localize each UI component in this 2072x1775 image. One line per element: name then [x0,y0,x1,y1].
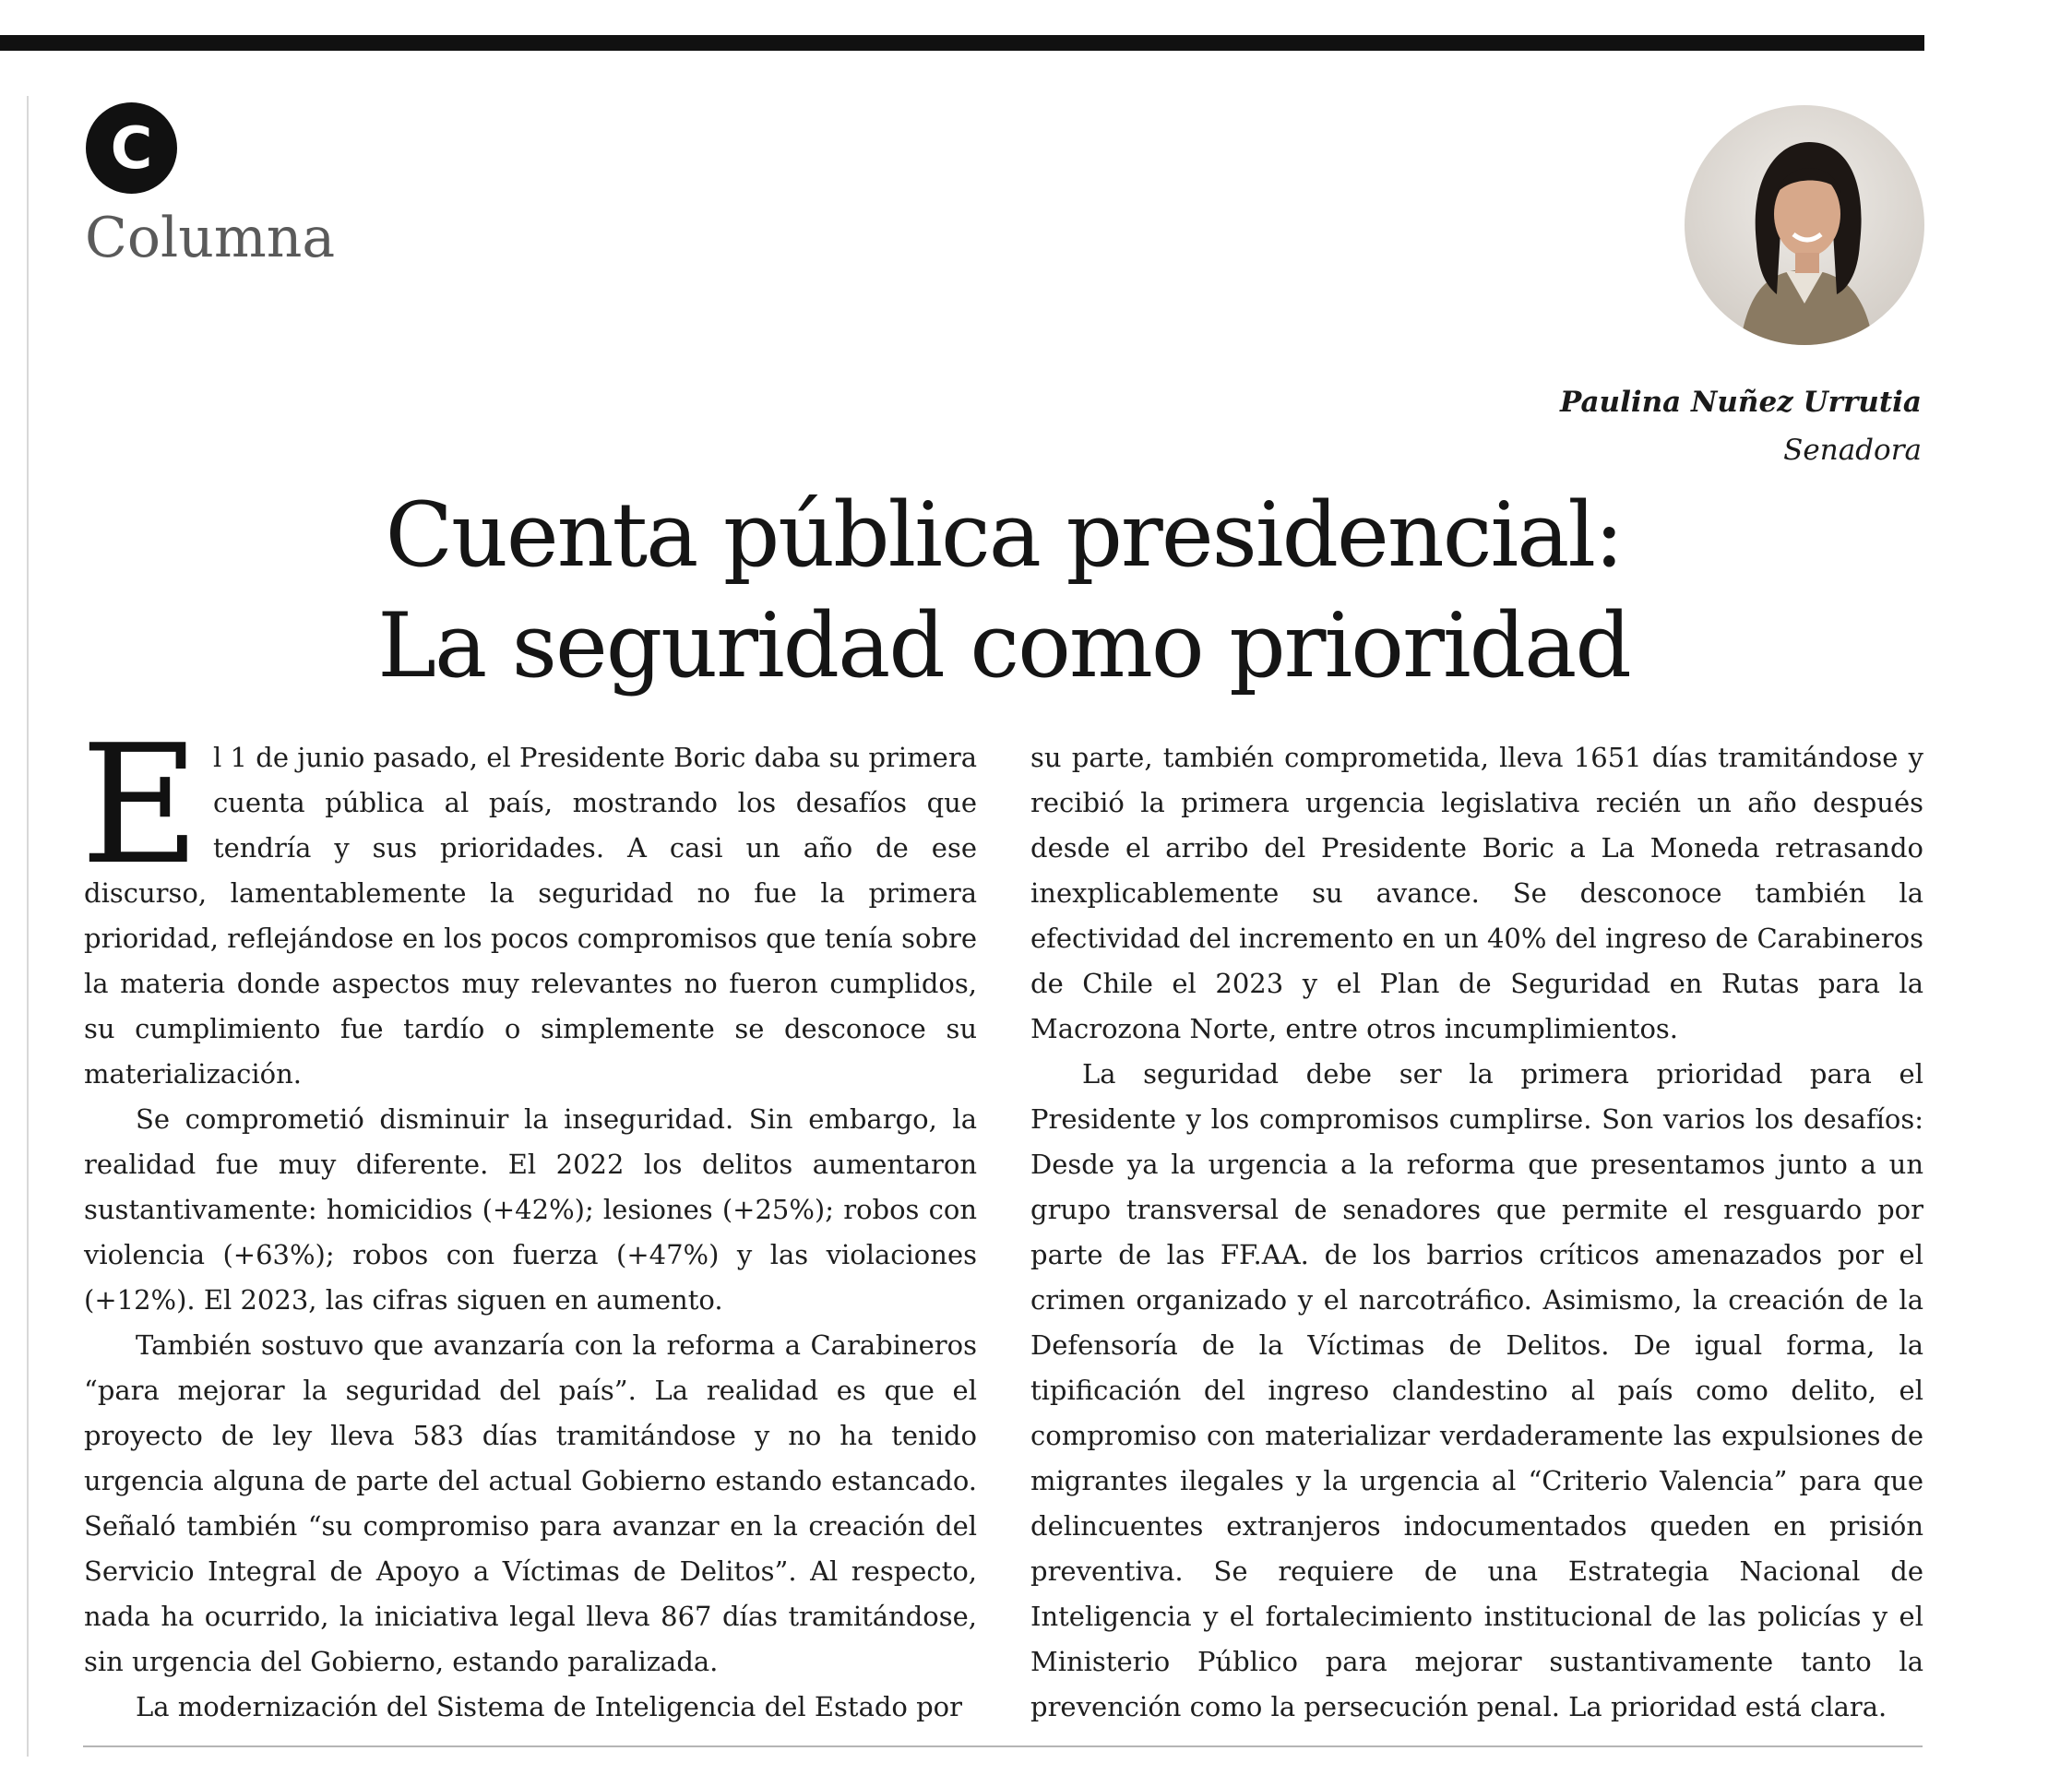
badge-letter: C [110,113,153,182]
top-rule [0,35,1924,51]
author-name: Paulina Nuñez Urrutia [1559,386,1922,419]
author-portrait-icon [1685,105,1924,345]
article-paragraph: su parte, también comprometida, lleva 1651 días tramitándose y recibió la primera urgencia legislativa recién un año después desde el arribo del Presidente Boric a La Moneda retrasando inexplicablemente su avance. Se desconoce también la efectividad del incremento en un 40% del ingreso de Carabineros de Chile el 2023 y el Plan de Seguridad en Rutas para la Macrozona Norte, entre otros incumplimientos. [1030,742,1923,1044]
article-paragraph: Se comprometió disminuir la inseguridad. Sin embargo, la realidad fue muy diferente. El 2022 los delitos aumentaron sustantivamente: homicidios (+42%); lesiones (+25%); robos con violencia (+63%); robos con fuerza (+47%) y las violaciones (+12%). El 2023, las cifras siguen en aumento. [84,1103,977,1316]
author-byline [1560,378,1922,474]
author-role: Senadora [1783,434,1922,467]
paragraph-text: l 1 de junio pasado, el Presidente Boric daba su primera cuenta pública al país, mostrando los desafíos que tendría y sus prioridades. A casi un año de ese discurso, lamentablemente la seguridad no fue la primera prioridad, reflejándose en los pocos compromisos que tenía sobre la materia donde aspectos muy relevantes no fueron cumplidos, su cumplimiento fue tardío o simplemente se desconoce su materialización. [84,742,977,1090]
section-label: Columna [85,206,336,270]
article-paragraph [80,709,977,1097]
article-paragraph: También sostuvo que avanzaría con la reforma a Carabineros “para mejorar la seguridad del país”. La realidad es que el proyecto de ley lleva 583 días tramitándose y no ha tenido urgencia alguna de parte del actual Gobierno estando estancado. Señaló también “su compromiso para avanzar en la creación del Servicio Integral de Apoyo a Víctimas de Delitos”. Al respecto, nada ha ocurrido, la iniciativa legal lleva 867 días tramitándose, sin urgencia del Gobierno, estando paralizada. [84,1329,977,1677]
article-column-right [1030,735,1923,1730]
article-paragraph: La modernización del Sistema de Inteligencia del Estado por [136,1691,962,1722]
left-margin-rule [27,96,29,1757]
headline [83,480,1924,701]
article-paragraph: La seguridad debe ser la primera prioridad para el Presidente y los compromisos cumplirse. Son varios los desafíos: Desde ya la urgencia a la reforma que presentamos junto a un grupo transversal de senadores que permite el resguardo por parte de las FF.AA. de los barrios críticos amenazados por el crimen organizado y el narcotráfico. Asimismo, la creación de la Defensoría de la Víctimas de Delitos. De igual forma, la tipificación del ingreso clandestino al país como delito, el compromiso con materializar verdaderamente las expulsiones de migrantes ilegales y la urgencia al “Criterio Valencia” para que delincuentes extranjeros indocumentados queden en prisión preventiva. Se requiere de una Estrategia Nacional de Inteligencia y el fortalecimiento institucional de las policías y el Ministerio Público para mejorar sustantivamente tanto la prevención como la persecución penal. La prioridad está clara. [1030,1058,1923,1722]
drop-cap: E [80,709,200,900]
headline-line-2: La seguridad como prioridad [377,594,1630,697]
bottom-rule [83,1745,1923,1747]
article-column-left [80,709,977,1730]
column-badge-icon [86,102,177,194]
headline-line-1: Cuenta pública presidencial: [385,483,1623,587]
